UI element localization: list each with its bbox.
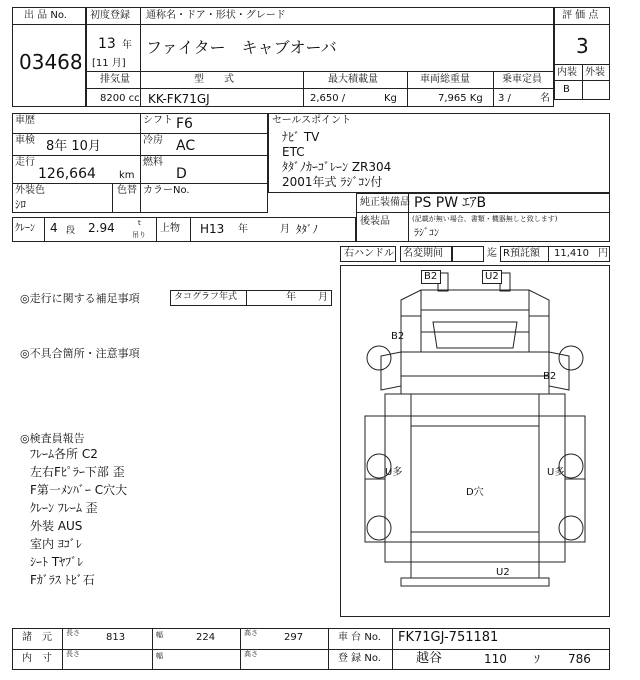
- recycle-label: R預託額: [503, 248, 540, 259]
- ac-label: 冷房: [143, 135, 163, 146]
- driving-remarks-label: ◎走行に関する補足事項: [20, 292, 140, 305]
- ac-value: AC: [176, 138, 196, 154]
- inspector-line-8: Fｶﾞﾗｽ ﾄﾋﾞ石: [30, 573, 95, 587]
- crane-capacity-suffix: 吊り: [132, 231, 146, 239]
- inspection-label: 車検: [15, 135, 35, 146]
- sales-point-3: ﾀﾀﾞﾉｶｰｺﾞﾚｰﾝ ZR304: [282, 160, 392, 174]
- model-name-label: 通称名・ドア・形状・グレード: [146, 10, 286, 21]
- name-change-value: [452, 246, 484, 262]
- inspector-line-3: F第一ﾒﾝﾊﾞｰ C穴大: [30, 483, 128, 497]
- body-year: H13: [200, 222, 225, 236]
- inspector-line-5: 外装 AUS: [30, 519, 83, 533]
- rear-right-wheel-2: [559, 516, 583, 540]
- sales-point-2: ETC: [282, 145, 305, 159]
- bed-outline: [385, 394, 565, 562]
- max-load: 2,650 /: [310, 93, 346, 104]
- first-registration-month: [11 月]: [92, 58, 126, 69]
- max-load-unit: Kg: [384, 93, 397, 104]
- chassis-number: FK71GJ-751181: [398, 630, 499, 645]
- exterior-color: ｼﾛ: [15, 198, 26, 211]
- tachograph-label: タコグラフ年式: [174, 292, 238, 302]
- registration-number: 786: [568, 652, 591, 666]
- aftermarket-note: (記載が無い場合、書類・機器無しと致します): [412, 215, 558, 223]
- inspector-line-2: 左右Fﾋﾟﾗｰ下部 歪: [30, 465, 125, 479]
- inspector-report-label: ◎検査員報告: [20, 432, 85, 445]
- exterior-grade-label: 外装: [585, 67, 605, 78]
- registration-place: 越谷: [416, 651, 443, 666]
- inner-length-label: 長さ: [66, 650, 80, 658]
- mileage-unit: km: [119, 170, 135, 181]
- lot-no-label: 出 品 No.: [24, 10, 67, 21]
- model-name: ファイター キャブオーバ: [146, 38, 337, 57]
- registration-label: 登 録 No.: [338, 653, 381, 664]
- length-label: 長さ: [66, 629, 80, 637]
- history-label: 車歴: [15, 115, 35, 126]
- truck-outline: [341, 266, 609, 616]
- body-label: 上物: [160, 223, 180, 234]
- inspector-line-1: ﾌﾚｰﾑ各所 C2: [30, 447, 98, 461]
- sales-point-1: ﾅﾋﾞ TV: [282, 130, 320, 144]
- crane-capacity-unit: t: [138, 219, 141, 227]
- genuine-equipment-label: 純正装備品: [360, 197, 410, 208]
- crane-label: ｸﾚｰﾝ: [15, 223, 35, 234]
- fuel-value: D: [176, 166, 187, 182]
- right-side-label: U多: [547, 467, 565, 478]
- specs-label: 諸 元: [22, 632, 52, 643]
- recycle-unit: 円: [598, 248, 608, 259]
- gvw-label: 車両総重量: [420, 74, 470, 85]
- shift-label: シフト: [143, 115, 173, 126]
- bed-label: D穴: [466, 487, 484, 498]
- name-change-label: 名変期间: [403, 248, 443, 259]
- rear-left-wheel-2: [367, 516, 391, 540]
- front-right-wheel: [559, 346, 583, 370]
- interior-grade: B: [563, 84, 570, 95]
- aftermarket-items: ﾗｼﾞｺﾝ: [414, 228, 439, 239]
- crane-maker: ﾀﾀﾞﾉ: [296, 223, 318, 236]
- inner-height-label: 高さ: [244, 650, 258, 658]
- exterior-color-label: 外装色: [15, 185, 45, 196]
- sales-point-4: 2001年式 ﾗｼﾞｺﾝ付: [282, 175, 383, 189]
- body-height: 297: [284, 632, 304, 643]
- color-number-label: カラーNo.: [143, 185, 190, 196]
- inner-dimensions-label: 内 寸: [22, 653, 52, 664]
- rear-label: U2: [496, 567, 510, 578]
- crane-stages: 4: [50, 221, 58, 235]
- aftermarket-label: 後装品: [360, 216, 390, 227]
- genuine-equipment: PS PW ｴｱB: [414, 195, 487, 211]
- inspector-line-4: ｸﾚｰﾝ ﾌﾚｰﾑ 歪: [30, 501, 98, 515]
- defects-label: ◎不具合箇所・注意事項: [20, 347, 140, 360]
- gross-vehicle-weight: 7,965 Kg: [438, 93, 483, 104]
- right-hand-drive: 右ハンドル: [344, 248, 394, 259]
- color-change-label: 色替: [117, 185, 137, 196]
- crane-capacity: 2.94: [88, 221, 115, 235]
- recycle-value: 11,410: [554, 248, 589, 259]
- lot-number: 03468: [19, 50, 83, 74]
- shift-value: F6: [176, 116, 193, 132]
- inner-width-label: 幅: [156, 652, 163, 660]
- windshield: [433, 322, 517, 348]
- capacity-label: 乗車定員: [502, 74, 542, 85]
- body-month-unit: 月: [280, 224, 290, 235]
- deadline-label: 迄: [487, 248, 497, 259]
- model-code-label: 型 式: [194, 74, 234, 85]
- top-right-label: U2: [485, 271, 499, 282]
- inspector-line-7: ｼｰﾄ Tﾔﾌﾞﾚ: [30, 555, 84, 569]
- body-year-unit: 年: [238, 224, 248, 235]
- year-unit: 年: [122, 40, 132, 51]
- width-label: 幅: [156, 631, 163, 639]
- displacement: 8200 cc: [100, 93, 140, 104]
- chassis-number-label: 車 台 No.: [338, 632, 381, 643]
- top-left-label: B2: [424, 271, 438, 282]
- mileage: 126,664: [38, 166, 96, 182]
- capacity-unit: 名: [540, 93, 550, 104]
- left-side-label: U多: [385, 467, 403, 478]
- first-registration-label: 初度登録: [90, 10, 130, 21]
- seating-capacity: 3 /: [498, 93, 511, 104]
- registration-kana: ｿ: [534, 652, 541, 666]
- mileage-label: 走行: [15, 157, 35, 168]
- model-code: KK-FK71GJ: [148, 92, 210, 106]
- inspector-line-6: 室内 ﾖｺﾞﾚ: [30, 537, 82, 551]
- front-left-wheel: [367, 346, 391, 370]
- cab-left-label: B2: [391, 331, 405, 342]
- displacement-label: 排気量: [100, 74, 130, 85]
- body-length: 813: [106, 632, 126, 643]
- grade-label: 評 価 点: [562, 10, 599, 21]
- body-width: 224: [196, 632, 216, 643]
- tachograph-month-unit: 月: [318, 292, 328, 303]
- crane-stages-unit: 段: [66, 226, 76, 236]
- inspection-date: 8年 10月: [46, 139, 101, 154]
- registration-class: 110: [484, 652, 507, 666]
- cab-top: [401, 290, 549, 352]
- first-registration-year: 13: [98, 36, 116, 52]
- height-label: 高さ: [244, 629, 258, 637]
- max-load-label: 最大積載量: [328, 74, 378, 85]
- damage-diagram: [340, 265, 610, 617]
- evaluation-grade: 3: [576, 34, 589, 58]
- tachograph-year-unit: 年: [286, 292, 296, 303]
- cab-right-label: B2: [543, 371, 557, 382]
- fuel-label: 燃料: [143, 157, 163, 168]
- sales-points-label: セールスポイント: [272, 115, 352, 126]
- interior-grade-label: 内装: [557, 67, 577, 78]
